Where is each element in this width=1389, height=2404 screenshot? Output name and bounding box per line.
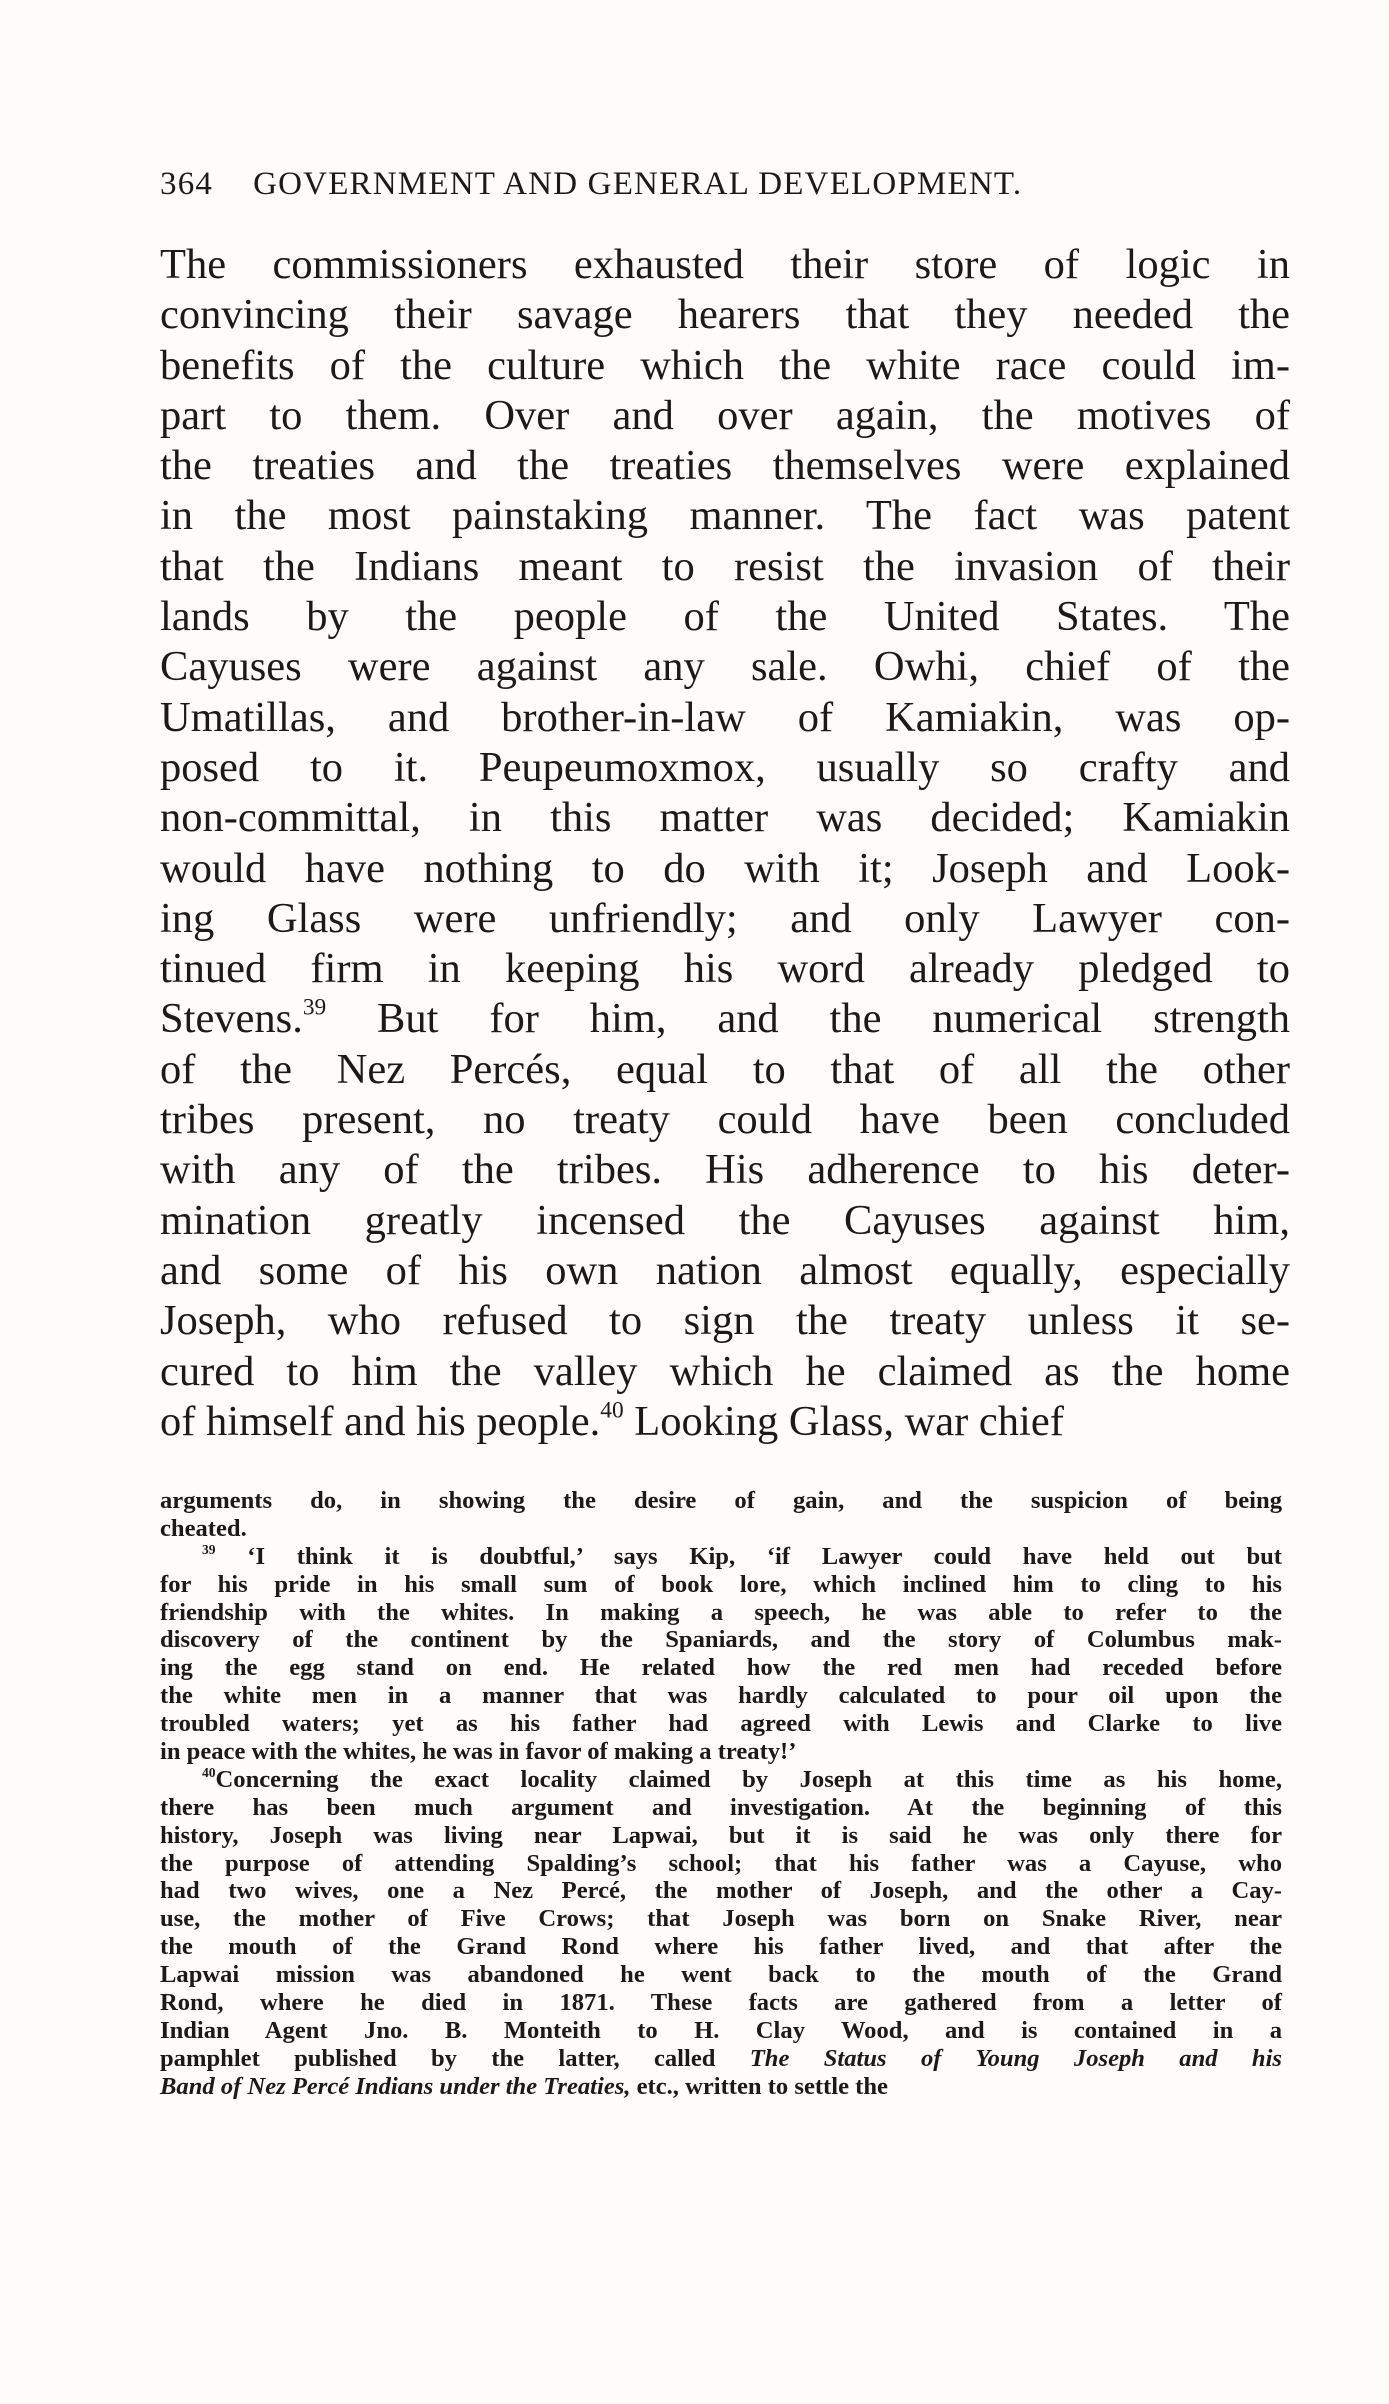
footnote-text: Concerning the exact locality claimed by Joseph at this time as his home, xyxy=(215,1765,1282,1793)
footnote-line: there has been much argument and investigation. At the beginning of this xyxy=(160,1793,1282,1821)
text-line: tribes present, no treaty could have been concluded xyxy=(160,1096,1290,1144)
footnote-line: arguments do, in showing the desire of gain, and the suspicion of being xyxy=(160,1487,1282,1514)
text-line-with-note-ref xyxy=(160,994,1290,1044)
text-line: the treaties and the treaties themselves were explained xyxy=(160,442,1290,490)
text-line: and some of his own nation almost equally, especially xyxy=(160,1246,1290,1294)
footnotes xyxy=(160,1487,1282,2101)
footnote-line: cheated. xyxy=(160,1514,247,1542)
text-line-with-note-ref xyxy=(160,1397,1290,1447)
text-line: lands by the people of the United States. The xyxy=(160,593,1290,641)
italic-title: The Status of Young Joseph and his xyxy=(749,2044,1282,2072)
footnote-marker-39: 39 xyxy=(202,1541,216,1557)
footnote-line: Lapwai mission was abandoned he went back to the mouth of the Grand xyxy=(160,1961,1282,1989)
running-title: GOVERNMENT AND GENERAL DEVELOPMENT. xyxy=(253,166,1023,202)
footnote-line-with-title xyxy=(160,2073,1282,2101)
footnote-line: Indian Agent Jno. B. Monteith to H. Clay Wood, and is contained in a xyxy=(160,2016,1282,2044)
footnote-line: troubled waters; yet as his father had agreed with Lewis and Clarke to live xyxy=(160,1710,1282,1738)
footnote-text: ‘I think it is doubtful,’ says Kip, ‘if Lawyer could have held out but xyxy=(247,1542,1282,1570)
footnote-line-with-title xyxy=(160,2045,1282,2073)
footnote-line: history, Joseph was living near Lapwai, but it is said he was only there for xyxy=(160,1821,1282,1849)
text-line: mination greatly incensed the Cayuses against him, xyxy=(160,1196,1290,1244)
text-line: Joseph, who refused to sign the treaty unless it se- xyxy=(160,1297,1290,1345)
text-line: that the Indians meant to resist the invasion of their xyxy=(160,542,1290,590)
footnote-line: Rond, where he died in 1871. These facts are gathered from a letter of xyxy=(160,1989,1282,2017)
page-number: 364 xyxy=(160,166,214,202)
text-line: posed to it. Peupeumoxmox, usually so crafty and xyxy=(160,743,1290,791)
footnote-text: etc., written to settle the xyxy=(630,2072,888,2100)
footnote-line: in peace with the whites, he was in favor of making a treaty!’ xyxy=(160,1738,797,1766)
footnote-line: the mouth of the Grand Rond where his father lived, and that after the xyxy=(160,1933,1282,1961)
text-line: tinued firm in keeping his word already pledged to xyxy=(160,945,1290,993)
footnote-marker-40: 40 xyxy=(202,1764,216,1780)
text-line: would have nothing to do with it; Joseph and Look- xyxy=(160,844,1290,892)
text-line: convincing their savage hearers that they needed the xyxy=(160,291,1290,339)
footnote-line: the white men in a manner that was hardly calculated to pour oil upon the xyxy=(160,1682,1282,1710)
footnote-line: use, the mother of Five Crows; that Joseph was born on Snake River, near xyxy=(160,1905,1282,1933)
footnote-text: pamphlet published by the latter, called xyxy=(160,2044,716,2072)
footnote-line: ing the egg stand on end. He related how the red men had receded before xyxy=(160,1654,1282,1682)
text-line: of the Nez Percés, equal to that of all the other xyxy=(160,1045,1290,1093)
footnote-line: for his pride in his small sum of book lore, which inclined him to cling to his xyxy=(160,1570,1282,1598)
italic-title: Band of Nez Percé Indians under the Treaties, xyxy=(160,2072,631,2100)
text-line: part to them. Over and over again, the motives of xyxy=(160,391,1290,439)
text-line: Cayuses were against any sale. Owhi, chief of the xyxy=(160,643,1290,691)
text-line: with any of the tribes. His adherence to his deter- xyxy=(160,1146,1290,1194)
text-line: cured to him the valley which he claimed as the home xyxy=(160,1347,1290,1395)
footnote-40-first-line xyxy=(160,1766,1282,1794)
footnote-line: had two wives, one a Nez Percé, the mother of Joseph, and the other a Cay- xyxy=(160,1877,1282,1905)
text-line: benefits of the culture which the white race could im- xyxy=(160,341,1290,389)
text-segment: of himself and his people. xyxy=(160,1397,601,1445)
text-segment: Looking Glass, war chief xyxy=(623,1397,1064,1445)
main-text xyxy=(160,240,1290,1447)
text-segment: Stevens. xyxy=(160,995,303,1043)
footnote-ref-40[interactable]: 40 xyxy=(600,1397,624,1424)
text-line: non-committal, in this matter was decided; Kamiakin xyxy=(160,794,1290,842)
text-line: in the most painstaking manner. The fact was patent xyxy=(160,492,1290,540)
text-line: Umatillas, and brother-in-law of Kamiakin, was op- xyxy=(160,693,1290,741)
running-header xyxy=(160,166,1280,203)
footnote-line: friendship with the whites. In making a speech, he was able to refer to the xyxy=(160,1598,1282,1626)
footnote-line: the purpose of attending Spalding’s school; that his father was a Cayuse, who xyxy=(160,1849,1282,1877)
text-line: ing Glass were unfriendly; and only Lawyer con- xyxy=(160,894,1290,942)
text-segment: But for him, and the numerical strength xyxy=(326,995,1290,1043)
footnote-line: discovery of the continent by the Spaniards, and the story of Columbus mak- xyxy=(160,1626,1282,1654)
footnote-ref-39[interactable]: 39 xyxy=(302,994,327,1021)
text-line: The commissioners exhausted their store of logic in xyxy=(160,241,1290,288)
footnote-39-first-line xyxy=(160,1543,1282,1571)
